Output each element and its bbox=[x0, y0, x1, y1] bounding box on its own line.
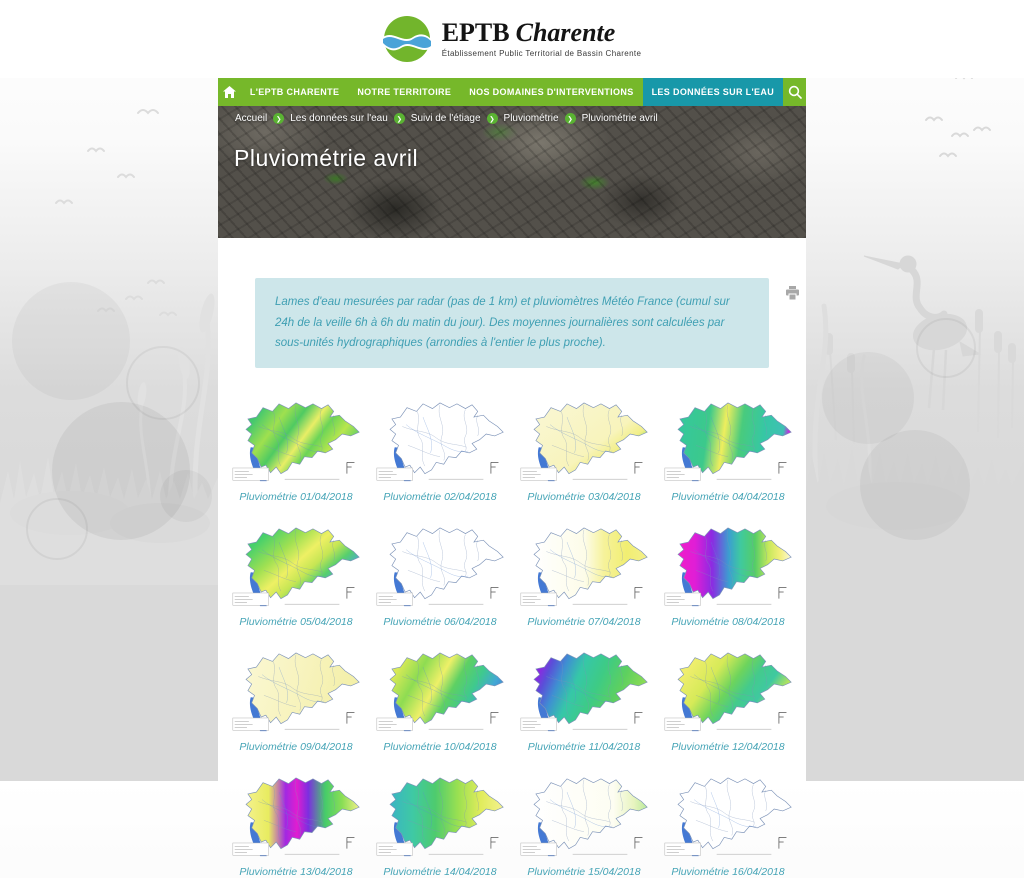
pluviometry-map-image bbox=[230, 523, 362, 613]
decorative-circle bbox=[916, 318, 976, 378]
print-button[interactable] bbox=[785, 286, 800, 300]
page-title: Pluviométrie avril bbox=[234, 145, 419, 172]
map-caption: Pluviométrie 07/04/2018 bbox=[527, 616, 641, 629]
decorative-circle bbox=[860, 430, 970, 540]
map-thumbnail[interactable] bbox=[224, 523, 368, 628]
map-thumbnail[interactable] bbox=[368, 773, 512, 878]
pluviometry-map-image bbox=[374, 773, 506, 863]
printer-icon bbox=[785, 286, 800, 300]
decorative-circle bbox=[52, 402, 190, 540]
map-caption: Pluviométrie 03/04/2018 bbox=[527, 491, 641, 504]
map-caption: Pluviométrie 05/04/2018 bbox=[239, 616, 353, 629]
breadcrumb-item[interactable]: Accueil bbox=[235, 113, 268, 124]
decorative-circle bbox=[126, 346, 200, 420]
decorative-circle bbox=[160, 470, 212, 522]
brand-name-bold: EPTB bbox=[441, 18, 510, 47]
breadcrumb-item[interactable]: Les données sur l'eau bbox=[290, 113, 388, 124]
brand-name bbox=[442, 20, 642, 46]
map-thumbnail[interactable] bbox=[512, 398, 656, 503]
map-caption: Pluviométrie 06/04/2018 bbox=[383, 616, 497, 629]
info-box: Lames d'eau mesurées par radar (pas de 1 km) et pluviomètres Météo France (cumul sur 24h de la veille 6h à 6h du matin du jour). Des moyennes journalières sont calculées par sous-unités hydrographiques (arrondies à l'entier le plus proche). bbox=[255, 278, 769, 368]
map-thumbnail[interactable] bbox=[224, 773, 368, 878]
nav-item-2[interactable]: NOS DOMAINES D'INTERVENTIONS bbox=[469, 87, 634, 97]
green-circle-blue-wave-logo-icon bbox=[383, 15, 431, 63]
home-icon bbox=[223, 86, 236, 98]
pluviometry-map-image bbox=[374, 648, 506, 738]
map-thumbnail[interactable] bbox=[368, 398, 512, 503]
pluviometry-map-image bbox=[374, 523, 506, 613]
breadcrumb bbox=[235, 113, 658, 124]
nav-item-3[interactable]: LES DONNÉES SUR L'EAU bbox=[643, 78, 784, 106]
map-caption: Pluviométrie 11/04/2018 bbox=[527, 741, 641, 754]
map-thumbnail[interactable] bbox=[512, 773, 656, 878]
reeds-and-birds-silhouette bbox=[0, 85, 218, 585]
pluviometry-map-image bbox=[374, 398, 506, 488]
brand-name-italic: Charente bbox=[515, 18, 616, 47]
map-caption: Pluviométrie 12/04/2018 bbox=[671, 741, 785, 754]
breadcrumb-item[interactable]: Pluviométrie bbox=[503, 113, 559, 124]
map-caption: Pluviométrie 08/04/2018 bbox=[671, 616, 785, 629]
decorative-circle bbox=[822, 352, 914, 444]
map-caption: Pluviométrie 16/04/2018 bbox=[671, 866, 785, 878]
breadcrumb-item: Pluviométrie avril bbox=[581, 113, 658, 124]
breadcrumb-item[interactable]: Suivi de l'étiage bbox=[410, 113, 481, 124]
heron-silhouette bbox=[806, 60, 1024, 580]
pluviometry-map-image bbox=[230, 398, 362, 488]
pluviometry-map-image bbox=[662, 773, 794, 863]
decorative-circle bbox=[12, 282, 130, 400]
breadcrumb-separator-icon: ❯ bbox=[394, 113, 405, 124]
map-caption: Pluviométrie 10/04/2018 bbox=[383, 741, 497, 754]
map-caption: Pluviométrie 14/04/2018 bbox=[383, 866, 497, 878]
map-caption: Pluviométrie 04/04/2018 bbox=[671, 491, 785, 504]
main-nav bbox=[218, 78, 806, 106]
map-caption: Pluviométrie 02/04/2018 bbox=[383, 491, 497, 504]
map-grid bbox=[218, 398, 806, 878]
pluviometry-map-image bbox=[518, 773, 650, 863]
search-button[interactable] bbox=[783, 78, 806, 106]
map-thumbnail[interactable] bbox=[224, 648, 368, 753]
map-thumbnail[interactable] bbox=[224, 398, 368, 503]
nav-item-0[interactable]: L'EPTB CHARENTE bbox=[249, 87, 340, 97]
decorative-circle bbox=[26, 498, 88, 560]
map-thumbnail[interactable] bbox=[512, 523, 656, 628]
nav-item-1[interactable]: NOTRE TERRITOIRE bbox=[357, 87, 452, 97]
pluviometry-map-image bbox=[230, 773, 362, 863]
search-icon bbox=[788, 85, 802, 99]
pluviometry-map-image bbox=[518, 648, 650, 738]
pluviometry-map-image bbox=[230, 648, 362, 738]
brand-subtitle: Établissement Public Territorial de Bassin Charente bbox=[441, 49, 642, 58]
map-caption: Pluviométrie 13/04/2018 bbox=[239, 866, 353, 878]
breadcrumb-separator-icon: ❯ bbox=[487, 113, 498, 124]
pluviometry-map-image bbox=[518, 398, 650, 488]
main-area bbox=[218, 278, 806, 878]
breadcrumb-separator-icon: ❯ bbox=[273, 113, 284, 124]
map-thumbnail[interactable] bbox=[656, 398, 800, 503]
pluviometry-map-image bbox=[662, 398, 794, 488]
map-caption: Pluviométrie 01/04/2018 bbox=[239, 491, 353, 504]
map-caption: Pluviométrie 15/04/2018 bbox=[527, 866, 641, 878]
map-thumbnail[interactable] bbox=[512, 648, 656, 753]
pluviometry-map-image bbox=[518, 523, 650, 613]
site-header bbox=[0, 0, 1024, 78]
hero-banner bbox=[218, 106, 806, 238]
map-caption: Pluviométrie 09/04/2018 bbox=[239, 741, 353, 754]
pluviometry-map-image bbox=[662, 523, 794, 613]
map-thumbnail[interactable] bbox=[656, 523, 800, 628]
breadcrumb-separator-icon: ❯ bbox=[565, 113, 576, 124]
content-column bbox=[218, 78, 806, 878]
map-thumbnail[interactable] bbox=[656, 648, 800, 753]
map-thumbnail[interactable] bbox=[368, 523, 512, 628]
pluviometry-map-image bbox=[662, 648, 794, 738]
map-thumbnail[interactable] bbox=[656, 773, 800, 878]
home-button[interactable] bbox=[218, 78, 241, 106]
map-thumbnail[interactable] bbox=[368, 648, 512, 753]
brand-logo[interactable] bbox=[383, 15, 642, 63]
